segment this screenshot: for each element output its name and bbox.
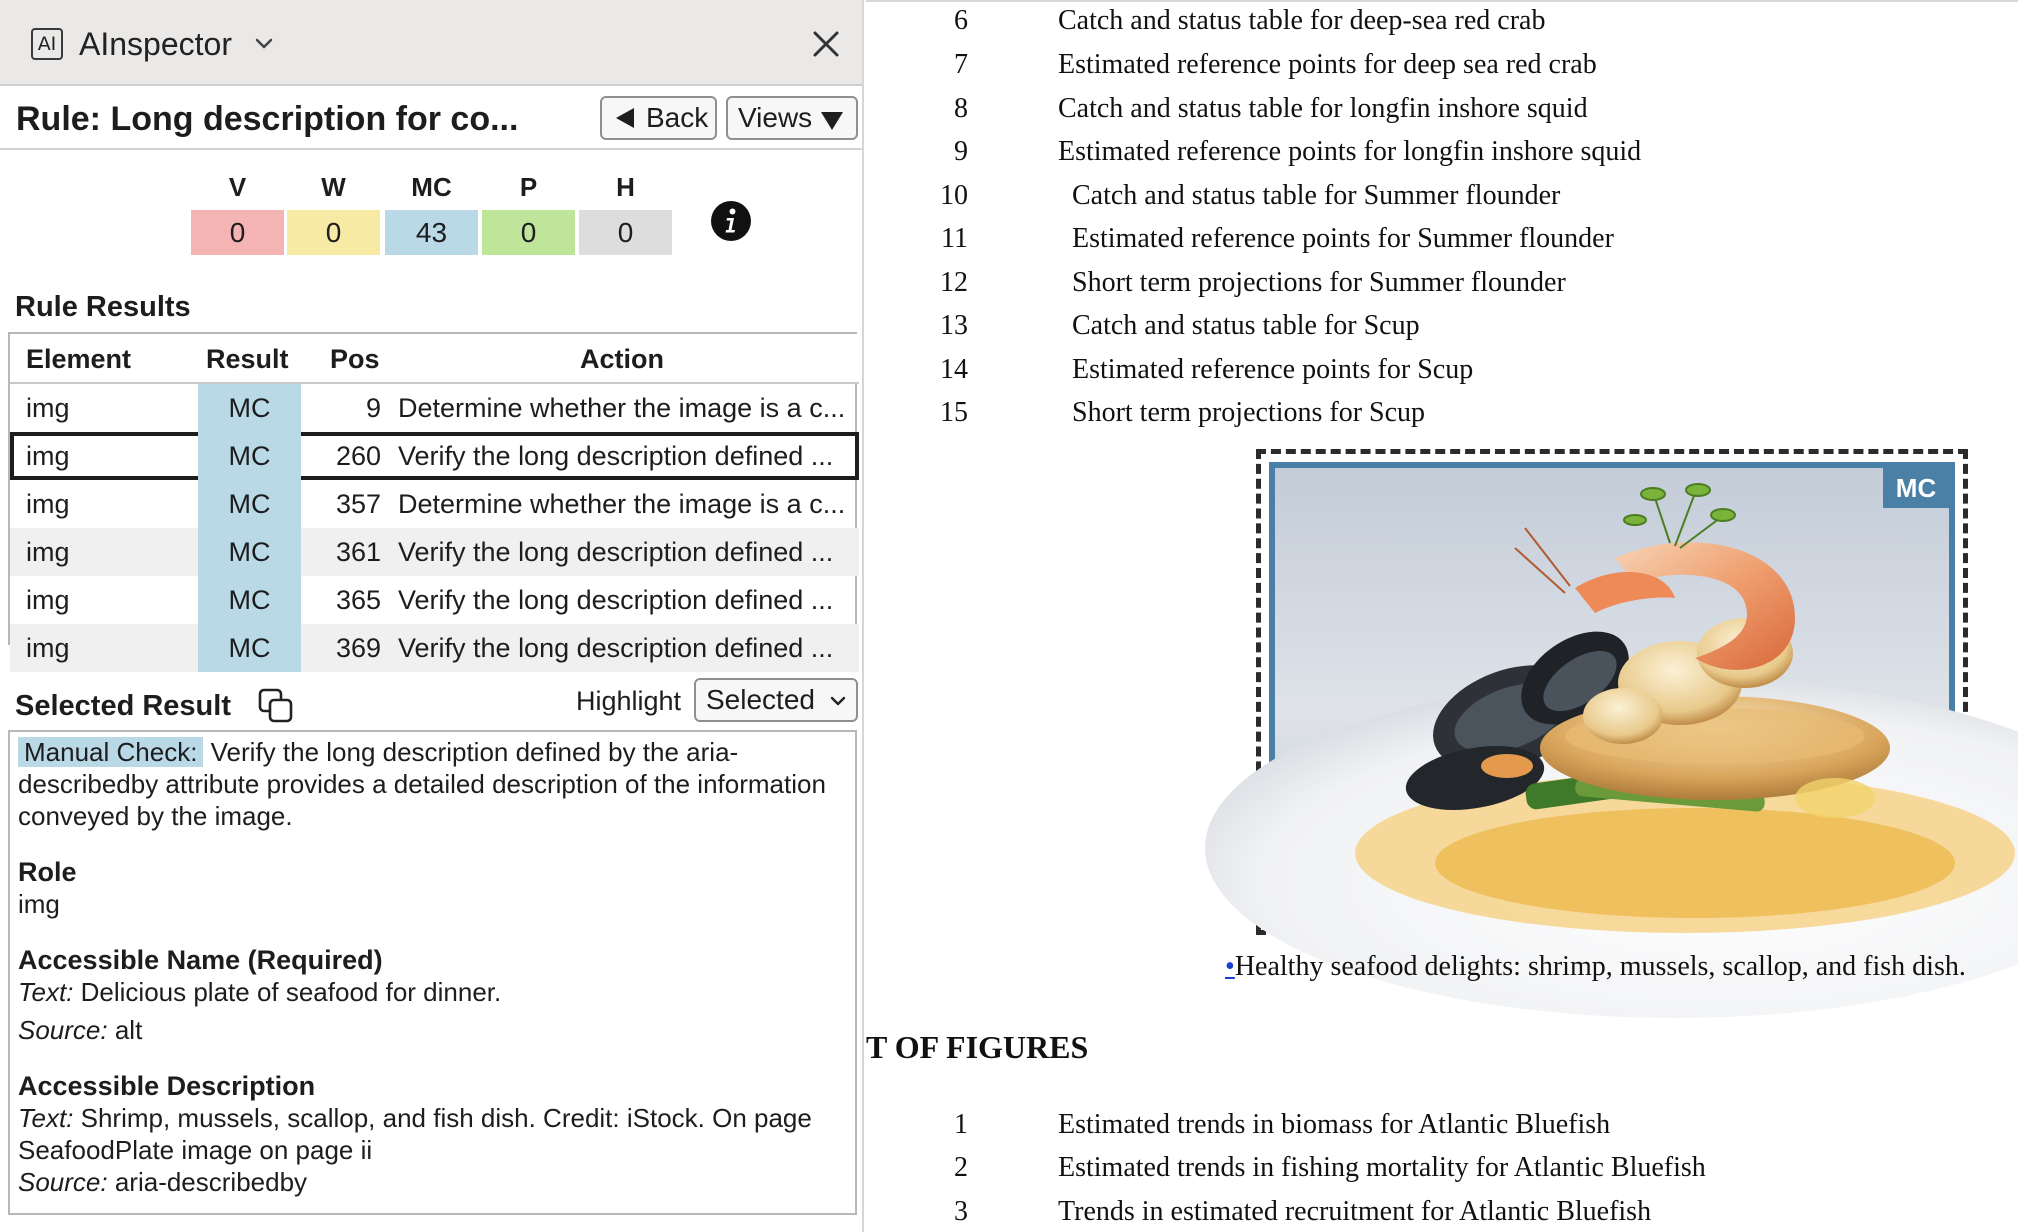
- list-item-text: Estimated trends in biomass for Atlantic Bluefish: [1058, 1109, 1611, 1140]
- cell-element: img: [26, 585, 70, 615]
- manual-check-badge: Manual Check:: [18, 737, 203, 767]
- cell-action: Verify the long description defined ...: [398, 441, 834, 471]
- cell-pos: 9: [365, 393, 381, 423]
- sidebar-titlebar: [0, 0, 862, 86]
- result-message: [18, 736, 848, 832]
- table-row[interactable]: [10, 384, 859, 432]
- accessible-description-text: [18, 1102, 848, 1166]
- figure-caption: [1225, 950, 1966, 984]
- list-item-text: Short term projections for Summer flounder: [1072, 267, 1566, 298]
- seafood-plate-image[interactable]: [1269, 462, 1955, 922]
- caption-text: Healthy seafood delights: shrimp, mussels, scallop, and fish dish.: [1234, 951, 1966, 982]
- cell-element: img: [26, 393, 70, 423]
- cell-pos: 357: [335, 489, 381, 519]
- cell-action: Determine whether the image is a c...: [398, 393, 846, 423]
- list-of-figures-heading: T OF FIGURES: [866, 1029, 1089, 1065]
- cell-action: Verify the long description defined ...: [398, 633, 834, 663]
- summary-label-manual-checks: MC: [411, 172, 452, 202]
- info-icon[interactable]: [710, 200, 752, 242]
- column-header-action[interactable]: Action: [580, 344, 664, 374]
- list-item-text: Catch and status table for longfin inshore squid: [1058, 93, 1588, 124]
- accessible-description-source-value: aria-describedby: [107, 1167, 308, 1197]
- list-item-number: 14: [940, 354, 968, 385]
- mc-badge: MC: [1883, 468, 1949, 508]
- cell-result: MC: [198, 384, 301, 432]
- accessible-name-source-label: Source:: [18, 1015, 108, 1045]
- seafood-plate-illustration: [1275, 468, 1949, 916]
- cell-pos: 361: [335, 537, 381, 567]
- cell-result: MC: [198, 624, 301, 672]
- highlighted-figure-frame: [1256, 449, 1968, 935]
- cell-result: MC: [198, 576, 301, 624]
- list-item-number: 6: [954, 5, 968, 36]
- summary-value-hidden: 0: [579, 210, 672, 255]
- back-arrow-icon: [616, 108, 634, 128]
- summary-value-manual-checks: 43: [385, 210, 478, 255]
- accessible-name-text-label: Text:: [18, 977, 74, 1007]
- ai-logo-icon: AI: [31, 28, 63, 60]
- list-item-text: Estimated reference points for Summer flounder: [1072, 223, 1614, 254]
- views-button[interactable]: [726, 96, 858, 140]
- list-item-text: Catch and status table for Summer flounder: [1072, 180, 1561, 211]
- list-item-number: 11: [941, 223, 968, 254]
- cell-result: MC: [198, 528, 301, 576]
- rule-header: [0, 88, 862, 150]
- role-value: img: [18, 889, 60, 919]
- highlight-select-value: Selected: [706, 684, 815, 715]
- cell-pos: 260: [335, 441, 381, 471]
- list-item-text: Estimated reference points for deep sea red crab: [1058, 49, 1597, 80]
- ainspector-sidebar: [0, 0, 864, 1232]
- list-item-text: Estimated reference points for longfin inshore squid: [1058, 136, 1642, 167]
- views-button-label: Views: [738, 102, 813, 133]
- selected-result-heading: Selected Result: [15, 690, 231, 722]
- column-header-pos[interactable]: Pos: [330, 344, 380, 374]
- views-dropdown-icon: [821, 112, 843, 130]
- close-icon[interactable]: [806, 24, 846, 64]
- accessible-name-source: [18, 1014, 848, 1046]
- accessible-name-text: [18, 976, 848, 1008]
- cell-element: img: [26, 489, 70, 519]
- rule-results-table[interactable]: [8, 332, 857, 663]
- accessible-description-source: [18, 1166, 848, 1198]
- list-item-text: Short term projections for Scup: [1072, 397, 1426, 428]
- highlight-select[interactable]: [694, 678, 858, 722]
- back-button-label: Back: [646, 102, 709, 133]
- list-item-number: 8: [954, 93, 968, 124]
- list-item-number: 3: [954, 1196, 968, 1227]
- cell-element: img: [26, 633, 70, 663]
- cell-pos: 365: [335, 585, 381, 615]
- document-page: [866, 0, 2018, 1232]
- result-message-text: Verify the long description defined by the aria-describedby attribute provides a detailed description of the information conveyed by the image.: [18, 737, 826, 831]
- selected-result-details: [8, 730, 857, 1215]
- table-row-selected[interactable]: [10, 432, 859, 480]
- accessible-name-value: Delicious plate of seafood for dinner.: [73, 977, 502, 1007]
- chevron-down-icon: [828, 691, 848, 711]
- table-row[interactable]: [10, 480, 859, 528]
- accessible-description-heading: Accessible Description: [18, 1071, 316, 1101]
- list-item-text: Estimated trends in fishing mortality for Atlantic Bluefish: [1058, 1152, 1706, 1183]
- list-item-text: Trends in estimated recruitment for Atlantic Bluefish: [1058, 1196, 1652, 1227]
- rule-results-heading: Rule Results: [15, 291, 191, 323]
- summary-value-passed: 0: [482, 210, 575, 255]
- list-item-text: Catch and status table for Scup: [1072, 310, 1420, 341]
- cell-result: MC: [198, 432, 301, 480]
- list-item-number: 1: [954, 1109, 968, 1140]
- cell-element: img: [26, 441, 70, 471]
- copy-icon[interactable]: [256, 686, 296, 726]
- summary-label-passed: P: [519, 172, 538, 202]
- role-heading: Role: [18, 857, 77, 887]
- column-header-result[interactable]: Result: [206, 344, 289, 374]
- list-item-number: 15: [940, 397, 968, 428]
- summary-label-warnings: W: [321, 172, 346, 202]
- highlight-label: Highlight: [576, 686, 682, 716]
- back-button[interactable]: [600, 96, 717, 140]
- accessible-name-source-value: alt: [107, 1015, 143, 1045]
- cell-action: Verify the long description defined ...: [398, 585, 834, 615]
- summary-label-violations: V: [228, 172, 247, 202]
- caption-link[interactable]: •: [1225, 951, 1235, 982]
- list-item-number: 12: [940, 267, 968, 298]
- chevron-down-icon[interactable]: [251, 30, 277, 56]
- rule-title: Rule: Long description for co...: [16, 100, 519, 138]
- app-title[interactable]: AInspector: [79, 26, 232, 62]
- table-row[interactable]: [10, 576, 859, 624]
- cell-element: img: [26, 537, 70, 567]
- cell-action: Determine whether the image is a c...: [398, 489, 846, 519]
- cell-result: MC: [198, 480, 301, 528]
- summary-label-hidden: H: [616, 172, 635, 202]
- cell-action: Verify the long description defined ...: [398, 537, 834, 567]
- list-item-number: 7: [954, 49, 968, 80]
- list-item-text: Estimated reference points for Scup: [1072, 354, 1474, 385]
- table-header: [10, 334, 859, 384]
- accessible-name-heading: Accessible Name (Required): [18, 945, 383, 975]
- column-header-element[interactable]: Element: [26, 344, 132, 374]
- summary-value-warnings: 0: [287, 210, 380, 255]
- table-row[interactable]: [10, 624, 859, 672]
- list-item-number: 10: [940, 180, 968, 211]
- cell-pos: 369: [335, 633, 381, 663]
- accessible-description-text-label: Text:: [18, 1103, 74, 1133]
- table-row[interactable]: [10, 528, 859, 576]
- summary-value-violations: 0: [191, 210, 284, 255]
- list-item-number: 2: [954, 1152, 968, 1183]
- list-item-number: 9: [954, 136, 968, 167]
- list-item-text: Catch and status table for deep-sea red crab: [1058, 5, 1546, 36]
- list-item-number: 13: [940, 310, 968, 341]
- accessible-description-value: Shrimp, mussels, scallop, and fish dish. Credit: iStock. On page SeafoodPlate image on page ii: [18, 1103, 812, 1165]
- accessible-description-source-label: Source:: [18, 1167, 108, 1197]
